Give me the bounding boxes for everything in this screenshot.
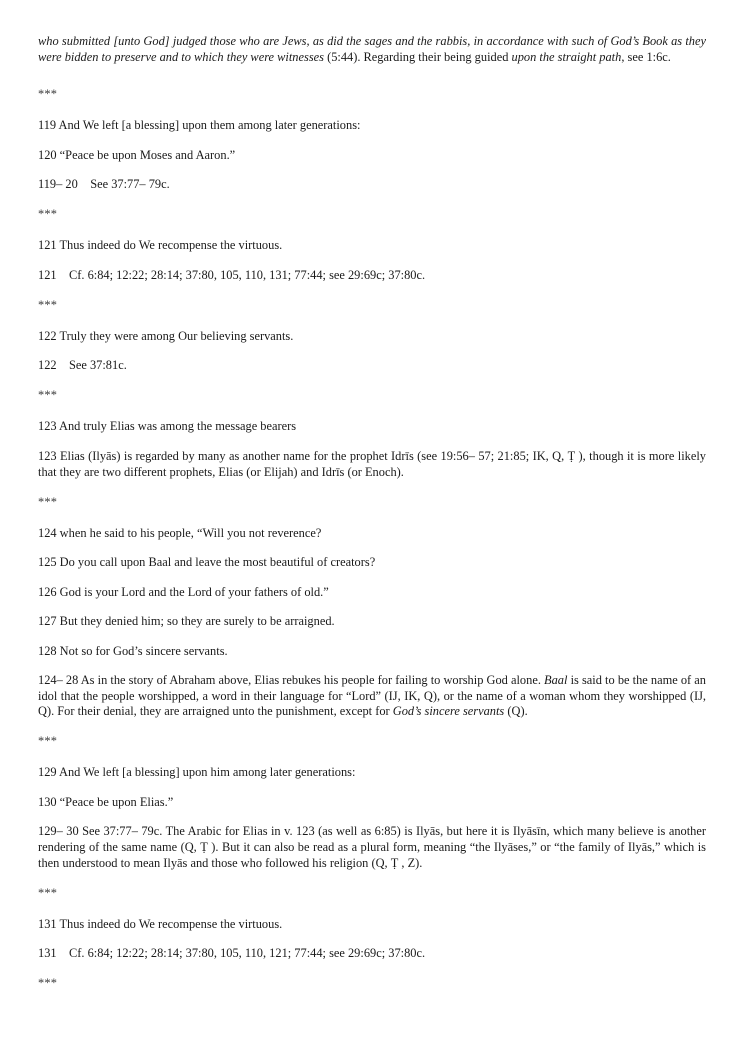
commentary-131: 131 Cf. 6:84; 12:22; 28:14; 37:80, 105, 110, 121; 77:44; see 29:69c; 37:80c. [38,946,426,961]
verse-128: 128 Not so for God’s sincere servants. [38,643,228,658]
commentary-121: 121 Cf. 6:84; 12:22; 28:14; 37:80, 105, 110, 131; 77:44; see 29:69c; 37:80c. [38,267,426,282]
section-separator: *** [38,494,58,509]
verse-124: 124 when he said to his people, “Will you not reverence? [38,525,322,540]
commentary-119-120: 119– 20 See 37:77– 79c. [38,177,170,192]
section-separator: *** [38,388,58,403]
verse-126: 126 God is your Lord and the Lord of your fathers of old.” [38,584,329,599]
section-separator: *** [38,87,58,102]
verse-131: 131 Thus indeed do We recompense the virtuous. [38,916,283,931]
section-separator: *** [38,885,58,900]
commentary-124-128-seg2-italic: Baal [544,673,568,688]
lead-italic-part1: who submitted [unto God] judged those who are Jews, as did the sages and the rabbis, in accordance with such of God’s Book as they were bidden to preserve and to which they were witnesses [38,34,706,64]
document-page [38,34,706,1007]
verse-130: 130 “Peace be upon Elias.” [38,794,174,809]
verse-129: 129 And We left [a blessing] upon him among later generations: [38,765,356,780]
commentary-123: 123 Elias (Ilyās) is regarded by many as another name for the prophet Idrīs (see 19:56– 57; 21:85; IK, Q, Ṭ ), though it is more likely that they are two different prophets, Elias (or Elijah) and Idrīs (or Enoch). [38,448,706,479]
commentary-124-128 [38,673,706,720]
commentary-129-130: 129– 30 See 37:77– 79c. The Arabic for Elias in v. 123 (as well as 6:85) is Ilyās, but here it is Ilyāsīn, which many believe is another rendering of the same name (Q, Ṭ ). But it can also be read as a plural form, meaning “the Ilyāses,” or “the family of Ilyās,” which is then understood to mean Ilyās and those who followed his religion (Q, Ṭ , Z). [38,824,706,870]
commentary-124-128-seg5: (Q). [504,704,528,719]
section-separator: *** [38,734,58,749]
verse-125: 125 Do you call upon Baal and leave the most beautiful of creators? [38,555,376,570]
verse-121: 121 Thus indeed do We recompense the virtuous. [38,238,283,253]
commentary-124-128-seg4-italic: God’s sincere servants [392,704,505,719]
commentary-124-128-seg3: is said to be the name of an idol that the people worshipped, a word in their language for “Lord” (IJ, IK, Q), or the name of a woman whom they worshipped (IJ, Q). For their denial, they are arraigned unto the punishment, except for [38,673,706,719]
lead-roman-part2: (5:44). Regarding their being guided [323,49,512,64]
section-separator: *** [38,207,58,222]
lead-italic-part3: upon the straight path [511,49,622,64]
verse-127: 127 But they denied him; so they are surely to be arraigned. [38,614,335,629]
verse-123: 123 And truly Elias was among the message bearers [38,419,297,434]
commentary-122: 122 See 37:81c. [38,358,127,373]
verse-119: 119 And We left [a blessing] upon them among later generations: [38,118,361,133]
commentary-124-128-seg1: 124– 28 As in the story of Abraham above, Elias rebukes his people for failing to worship God alone. [38,673,545,688]
lead-roman-part4: , see 1:6c. [621,49,671,64]
section-separator: *** [38,297,58,312]
verse-120: 120 “Peace be upon Moses and Aaron.” [38,147,236,162]
verse-122: 122 Truly they were among Our believing servants. [38,328,294,343]
lead-paragraph [38,34,706,65]
section-separator: *** [38,976,58,991]
